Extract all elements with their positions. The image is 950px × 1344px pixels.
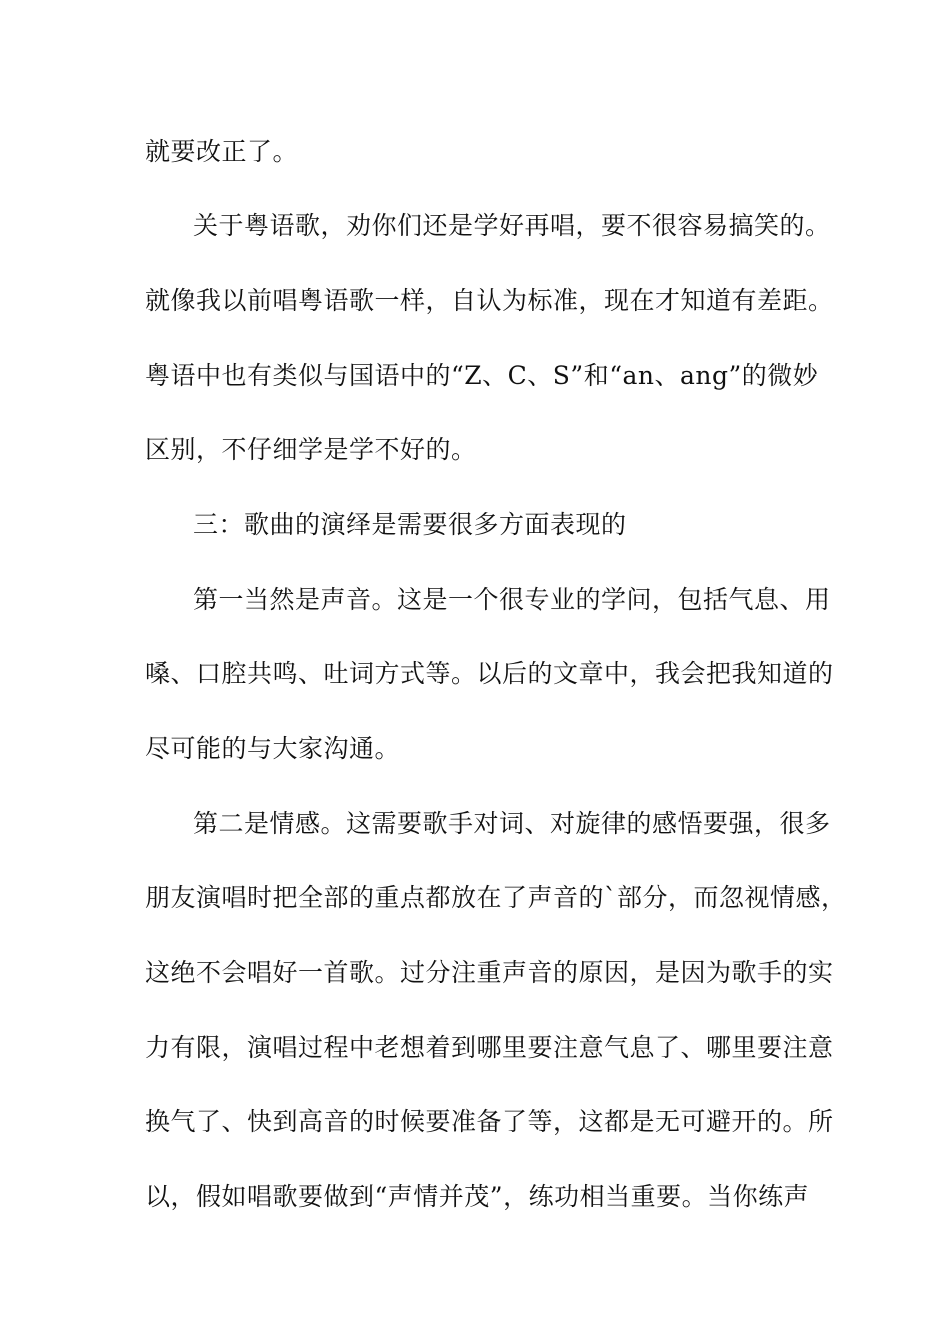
text-line: 朋友演唱时把全部的重点都放在了声音的`部分，而忽视情感， [145,883,847,912]
text-line: 换气了、快到高音的时候要准备了等，这都是无可避开的。所 [145,1107,834,1136]
paragraph-first-line: 第一当然是声音。这是一个很专业的学问，包括气息、用 [193,585,831,614]
text-line: 区别，不仔细学是学不好的。 [145,435,477,464]
text-line: 力有限，演唱过程中老想着到哪里要注意气息了、哪里要注意 [145,1033,834,1062]
text-line: 尽可能的与大家沟通。 [145,734,401,763]
paragraph-first-line: 关于粤语歌，劝你们还是学好再唱，要不很容易搞笑的。 [193,211,831,240]
text-line: 粤语中也有类似与国语中的“Z、C、S”和“an、ang”的微妙 [145,361,819,390]
section-heading: 三：歌曲的演绎是需要很多方面表现的 [193,510,627,539]
text-line: 以，假如唱歌要做到“声情并茂”，练功相当重要。当你练声 [145,1182,810,1211]
text-line: 这绝不会唱好一首歌。过分注重声音的原因，是因为歌手的实 [145,958,834,987]
text-line: 就像我以前唱粤语歌一样，自认为标准，现在才知道有差距。 [145,286,834,315]
paragraph-first-line: 第二是情感。这需要歌手对词、对旋律的感悟要强，很多 [193,809,831,838]
text-line: 就要改正了。 [145,137,299,166]
text-line: 嗓、口腔共鸣、吐词方式等。以后的文章中，我会把我知道的 [145,659,834,688]
